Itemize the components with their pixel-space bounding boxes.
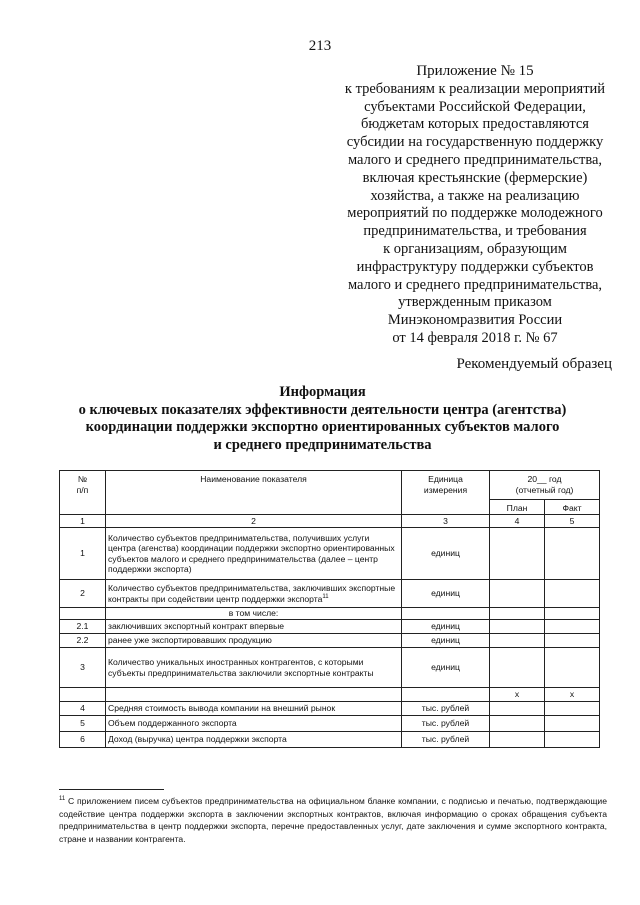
footnote <box>59 795 607 845</box>
unit-cell <box>402 688 490 702</box>
header-year: 20__ год (отчетный год) <box>490 471 600 500</box>
appendix-line: к требованиям к реализации мероприятий <box>344 80 606 97</box>
column-number: 3 <box>402 515 490 528</box>
fact-cell <box>545 648 600 688</box>
document-title <box>60 384 585 454</box>
row-number: 1 <box>60 528 106 580</box>
appendix-block <box>335 63 615 348</box>
appendix-line: мероприятий по поддержке молодежного <box>347 205 603 222</box>
column-number: 2 <box>106 515 402 528</box>
plan-cell <box>490 608 545 620</box>
appendix-line: хозяйства, а также на реализацию <box>370 187 580 204</box>
indicator-name <box>106 702 402 716</box>
indicator-name <box>106 716 402 732</box>
appendix-line: к организациям, образующим <box>383 240 567 257</box>
table-row <box>60 716 600 732</box>
row-number <box>60 608 106 620</box>
plan-cell <box>490 580 545 608</box>
appendix-line: субъектами Российской Федерации, <box>364 98 586 115</box>
plan-cell <box>490 702 545 716</box>
appendix-title: Приложение № 15 <box>416 63 534 79</box>
footnote-text: С приложением писем субъектов предпринимательства на официальном бланке компании, с подписью и печатью, подтверждающие содействие центра поддержки экспорта в заключении экспортных контрактов, включая информацию о сроках обращения субъекта предпринимательства в центр поддержки экспорта, перечне предоставленных услуг, дате заключения и сумме экспортного контракта, стране и названии контрагента. <box>59 796 607 844</box>
page-number: 213 <box>308 38 332 54</box>
appendix-line: предпринимательства, и требования <box>363 223 587 240</box>
unit-cell: тыс. рублей <box>402 716 490 732</box>
fact-cell <box>545 702 600 716</box>
appendix-line: Минэкономразвития России <box>387 312 563 329</box>
indicator-name <box>106 528 402 580</box>
table-row <box>60 580 600 608</box>
row-number: 2 <box>60 580 106 608</box>
indicator-name-text: ранее уже экспортировавших продукцию <box>108 635 272 646</box>
plan-cell: х <box>490 688 545 702</box>
appendix-line: малого и среднего предпринимательства, <box>347 151 603 168</box>
fact-cell <box>545 634 600 648</box>
table-row <box>60 648 600 688</box>
header-unit: Единица измерения <box>402 471 490 515</box>
appendix-line: бюджетам которых предоставляются <box>361 116 589 133</box>
unit-cell: тыс. рублей <box>402 732 490 748</box>
row-number: 2.1 <box>60 620 106 634</box>
column-number: 1 <box>60 515 106 528</box>
row-number: 2.2 <box>60 634 106 648</box>
fact-cell <box>545 580 600 608</box>
unit-cell: единиц <box>402 580 490 608</box>
title-line: Информация <box>279 384 366 400</box>
footnote-ref: 11 <box>59 796 66 803</box>
plan-cell <box>490 528 545 580</box>
indicator-name-text: в том числе: <box>228 608 279 619</box>
indicators-table <box>59 470 600 748</box>
indicator-name-text: Количество субъектов предпринимательства, получивших услуги центра (агенства) координации поддержки экспортно ориентированных субъектов малого и среднего предпринимательства (далее – центр поддержки экспорта) <box>108 532 395 574</box>
table-row <box>60 620 600 634</box>
appendix-line: инфраструктуру поддержки субъектов <box>356 258 594 275</box>
title-line: и среднего предпринимательства <box>213 436 432 453</box>
fact-cell: х <box>545 688 600 702</box>
header-num: № п/п <box>60 471 106 515</box>
appendix-line: от 14 февраля 2018 г. № 67 <box>392 329 558 346</box>
table-row <box>60 732 600 748</box>
footnote-marker: 11 <box>322 593 329 600</box>
indicator-name <box>106 688 402 702</box>
unit-cell: тыс. рублей <box>402 702 490 716</box>
unit-cell: единиц <box>402 634 490 648</box>
unit-cell: единиц <box>402 648 490 688</box>
plan-cell <box>490 648 545 688</box>
unit-cell: единиц <box>402 528 490 580</box>
appendix-line: включая крестьянские (фермерские) <box>362 169 588 186</box>
appendix-line: малого и среднего предпринимательства, <box>347 276 603 293</box>
indicator-name-text: Количество уникальных иностранных контрагентов, с которыми субъекты предпринимательства заключили экспортные контракты <box>108 657 374 678</box>
fact-cell <box>545 608 600 620</box>
sample-note: Рекомендуемый образец <box>456 356 612 372</box>
indicator-name-text: Доход (выручка) центра поддержки экспорта <box>108 734 287 745</box>
fact-cell <box>545 732 600 748</box>
indicator-name <box>106 634 402 648</box>
table-row <box>60 688 600 702</box>
indicator-name-text: Средняя стоимость вывода компании на внешний рынок <box>108 703 336 714</box>
fact-cell <box>545 620 600 634</box>
column-number: 4 <box>490 515 545 528</box>
plan-cell <box>490 634 545 648</box>
row-number: 3 <box>60 648 106 688</box>
appendix-line: субсидии на государственную поддержку <box>346 134 604 151</box>
indicator-name-text: Количество субъектов предпринимательства, заключивших экспортные контракты при содействии центр поддержки экспорта <box>108 583 396 604</box>
plan-cell <box>490 716 545 732</box>
unit-cell: единиц <box>402 620 490 634</box>
table-row <box>60 528 600 580</box>
header-plan: План <box>490 500 545 515</box>
title-line: координации поддержки экспортно ориентированных субъектов малого <box>85 419 560 435</box>
fact-cell <box>545 528 600 580</box>
fact-cell <box>545 716 600 732</box>
indicator-name <box>106 580 402 608</box>
indicator-name-text: заключивших экспортный контракт впервые <box>108 621 285 632</box>
plan-cell <box>490 620 545 634</box>
plan-cell <box>490 732 545 748</box>
table-row <box>60 634 600 648</box>
row-number: 4 <box>60 702 106 716</box>
unit-cell <box>402 608 490 620</box>
column-number-row <box>60 515 600 528</box>
row-number: 6 <box>60 732 106 748</box>
row-number: 5 <box>60 716 106 732</box>
row-number <box>60 688 106 702</box>
indicator-name <box>106 732 402 748</box>
appendix-line: утвержденным приказом <box>398 294 552 311</box>
indicator-name <box>106 648 402 688</box>
footnote-divider <box>59 789 164 790</box>
title-line: о ключевых показателях эффективности деятельности центра (агентства) <box>78 401 567 418</box>
header-name: Наименование показателя <box>106 471 402 515</box>
indicator-name <box>106 620 402 634</box>
indicator-name <box>106 608 402 620</box>
table-row <box>60 702 600 716</box>
indicator-name-text: Объем поддержанного экспорта <box>108 718 237 729</box>
header-fact: Факт <box>545 500 600 515</box>
column-number: 5 <box>545 515 600 528</box>
table-row <box>60 608 600 620</box>
